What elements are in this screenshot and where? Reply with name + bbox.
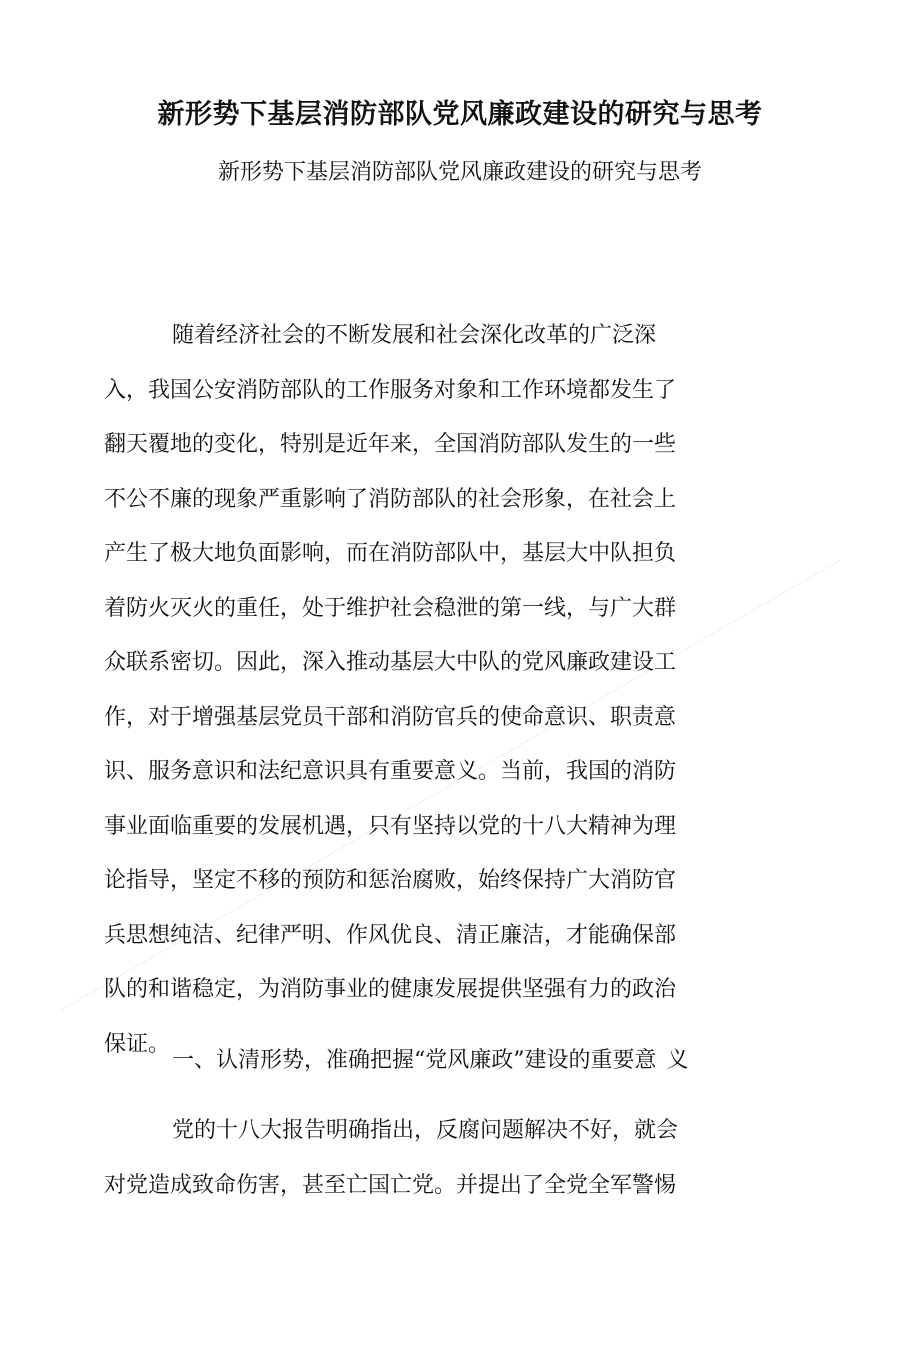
paragraph-line: 兵思想纯洁、纪律严明、作风优良、清正廉洁，才能确保部 xyxy=(104,922,677,948)
paragraph-intro xyxy=(104,309,784,1072)
paragraph-line: 随着经济社会的不断发展和社会深化改革的广泛深 xyxy=(172,323,657,348)
paragraph-line: 入，我国公安消防部队的工作服务对象和工作环境都发生了 xyxy=(104,377,677,403)
paragraph-line: 对党造成致命伤害，甚至亡国亡党。并提出了全党全军警惕 xyxy=(104,1172,677,1198)
paragraph-section1 xyxy=(104,1104,784,1213)
paragraph-line: 产生了极大地负面影响，而在消防部队中，基层大中队担负 xyxy=(104,541,677,566)
document-title: 新形势下基层消防部队党风廉政建设的研究与思考 xyxy=(157,99,763,130)
paragraph-line: 论指导，坚定不移的预防和惩治腐败，始终保持广大消防官 xyxy=(104,868,677,893)
paragraph-line: 着防火灭火的重任，处于维护社会稳泄的第一线，与广大群 xyxy=(104,595,677,621)
section-heading-tail: 义 xyxy=(666,1048,689,1073)
paragraph-line: 翻天覆地的变化，特别是近年来，全国消防部队发生的一些 xyxy=(104,432,677,457)
paragraph-line: 保证。 xyxy=(104,1031,171,1057)
section-heading xyxy=(172,1034,689,1089)
paragraph-line: 众联系密切。因此，深入推动基层大中队的党风廉政建设工 xyxy=(104,650,677,675)
section-heading-text: 一、认清形势，准确把握“党风廉政”建设的重要意 xyxy=(172,1048,657,1073)
paragraph-line: 党的十八大报告明确指出，反腐问题解决不好，就会 xyxy=(172,1118,679,1143)
paragraph-line: 不公不廉的现象严重影响了消防部队的社会形象，在社会上 xyxy=(104,486,677,512)
paragraph-line: 事业面临重要的发展机遇，只有坚持以党的十八大精神为理 xyxy=(104,813,677,839)
paragraph-line: 队的和谐稳定，为消防事业的健康发展提供坚强有力的政治 xyxy=(104,977,677,1002)
document-subtitle: 新形势下基层消防部队党风廉政建设的研究与思考 xyxy=(217,160,702,185)
paragraph-line: 作，对于增强基层党员干部和消防官兵的使命意识、职责意 xyxy=(104,704,677,730)
paragraph-line: 识、服务意识和法纪意识具有重要意义。当前，我国的消防 xyxy=(104,759,677,784)
